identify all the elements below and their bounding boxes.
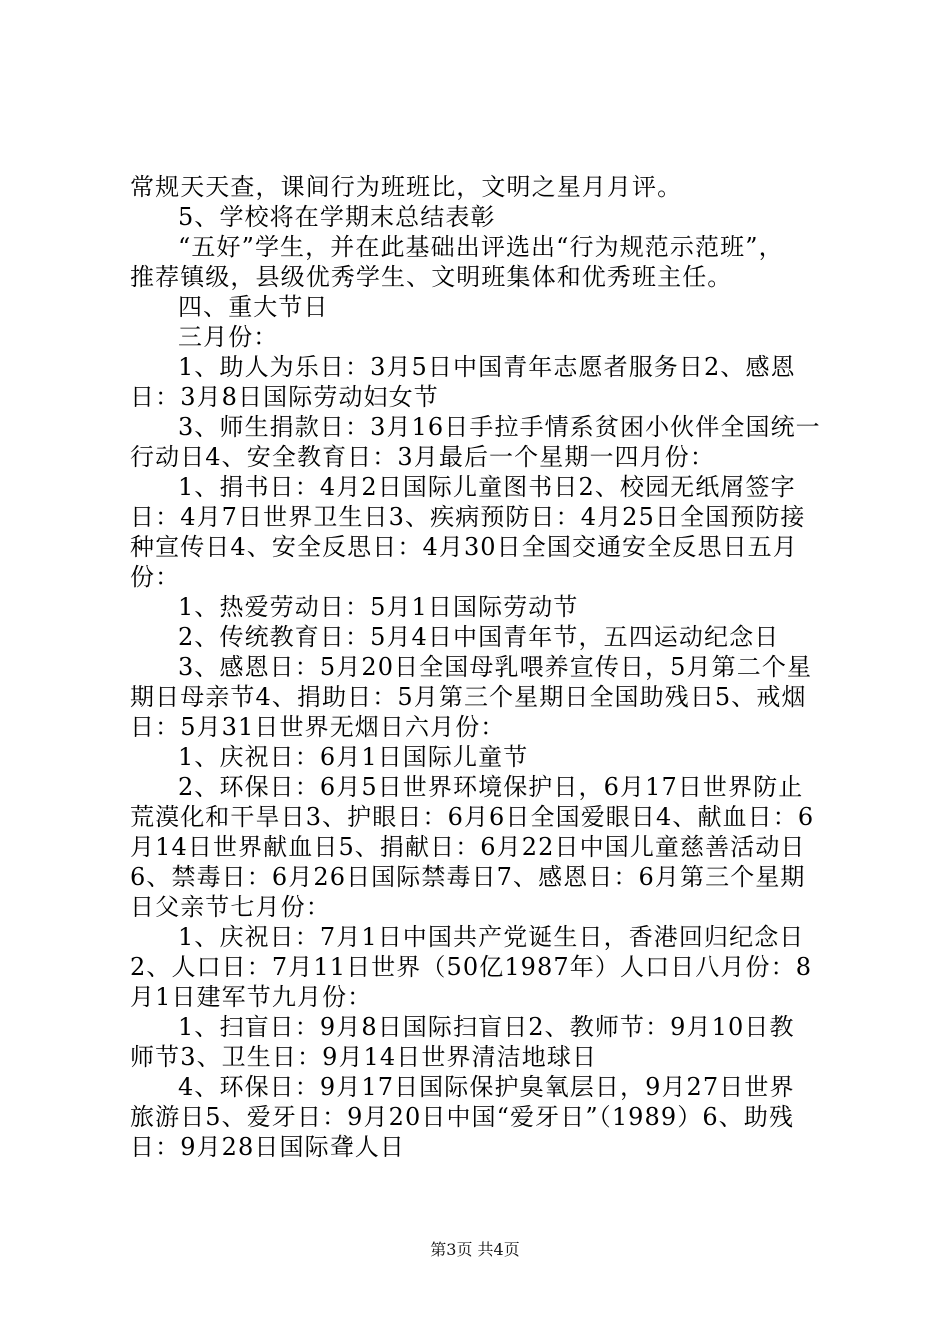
text-line: 2、环保日：6月5日世界环境保护日，6月17日世界防止 — [178, 773, 804, 801]
text-line: 日父亲节七月份： — [130, 893, 331, 921]
text-line: 1、庆祝日：7月1日中国共产党诞生日，香港回归纪念日 — [178, 923, 805, 951]
text-line: 3、师生捐款日：3月16日手拉手情系贫困小伙伴全国统一 — [178, 413, 821, 441]
text-line: 1、庆祝日：6月1日国际儿童节 — [178, 743, 529, 771]
text-line: 三月份： — [178, 323, 279, 351]
text-line: 份： — [130, 563, 181, 591]
text-line: 1、扫盲日：9月8日国际扫盲日2、教师节：9月10日教 — [178, 1013, 795, 1041]
text-line: 4、环保日：9月17日国际保护臭氧层日，9月27日世界 — [178, 1073, 795, 1101]
text-line: 2、传统教育日：5月4日中国青年节，五四运动纪念日 — [178, 623, 780, 651]
text-line: 日：9月28日国际聋人日 — [130, 1133, 406, 1161]
text-line: 5、学校将在学期末总结表彰 — [178, 203, 496, 231]
text-line: 2、人口日：7月11日世界（50亿1987年）人口日八月份：8 — [130, 953, 813, 981]
text-line: 月14日世界献血日5、捐献日：6月22日中国儿童慈善活动日 — [130, 833, 806, 861]
text-line: 日：3月8日国际劳动妇女节 — [130, 383, 439, 411]
text-line: 1、助人为乐日：3月5日中国青年志愿者服务日2、感恩 — [178, 353, 796, 381]
text-line: 期日母亲节4、捐助日：5月第三个星期日全国助残日5、戒烟 — [130, 683, 807, 711]
text-line: “五好”学生，并在此基础出评选出“行为规范示范班”， — [178, 233, 784, 261]
text-line: 3、感恩日：5月20日全国母乳喂养宣传日，5月第二个星 — [178, 653, 813, 681]
page-footer: 第3页 共4页 — [430, 1240, 520, 1259]
text-line: 1、捐书日：4月2日国际儿童图书日2、校园无纸屑签字 — [178, 473, 796, 501]
text-line: 日：4月7日世界卫生日3、疾病预防日：4月25日全国预防接 — [130, 503, 806, 531]
text-line: 6、禁毒日：6月26日国际禁毒日7、感恩日：6月第三个星期 — [130, 863, 806, 891]
text-line: 月1日建军节九月份： — [130, 983, 373, 1011]
text-line: 推荐镇级，县级优秀学生、文明班集体和优秀班主任。 — [130, 263, 733, 291]
text-line: 1、热爱劳动日：5月1日国际劳动节 — [178, 593, 579, 621]
text-line: 师节3、卫生日：9月14日世界清洁地球日 — [130, 1043, 598, 1071]
text-line: 常规天天查，课间行为班班比，文明之星月月评。 — [130, 173, 683, 201]
text-line: 旅游日5、爱牙日：9月20日中国“爱牙日”（1989）6、助残 — [130, 1103, 795, 1131]
document-body — [130, 172, 842, 1162]
text-line: 日：5月31日世界无烟日六月份： — [130, 713, 506, 741]
text-line: 四、重大节日 — [178, 293, 329, 321]
text-line: 种宣传日4、安全反思日：4月30日全国交通安全反思日五月 — [130, 533, 798, 561]
text-line: 行动日4、安全教育日：3月最后一个星期一四月份： — [130, 443, 715, 471]
text-line: 荒漠化和干旱日3、护眼日：6月6日全国爱眼日4、献血日：6 — [130, 803, 815, 831]
